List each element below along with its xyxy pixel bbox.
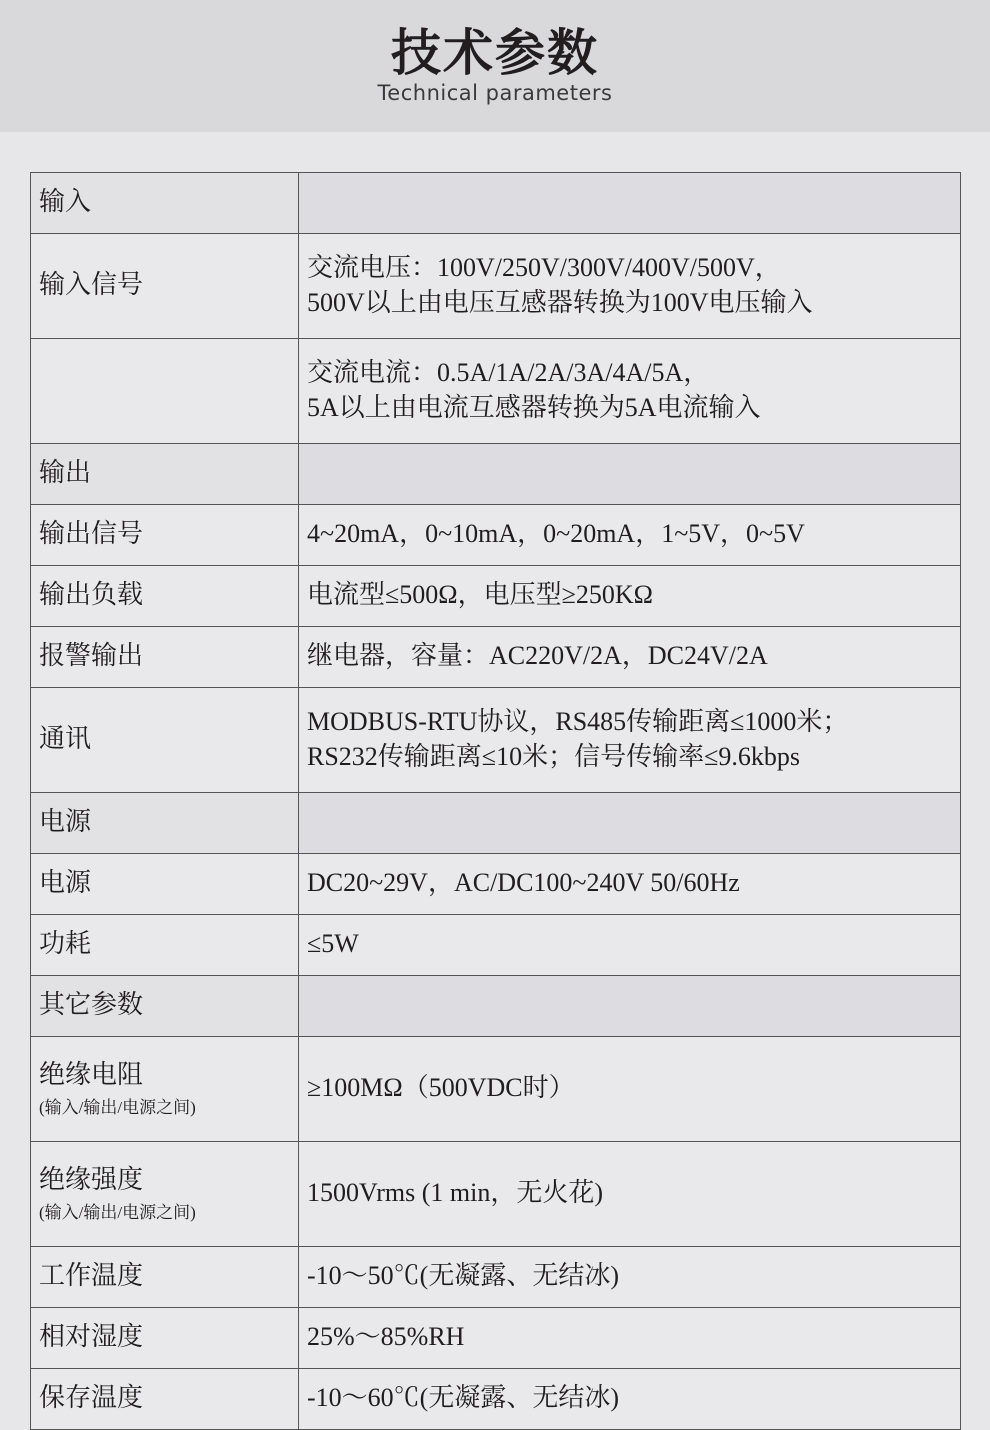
table-row [31, 566, 961, 627]
spec-table-wrapper [0, 132, 990, 1430]
row-label: 输出信号 [31, 505, 299, 566]
table-row [31, 339, 961, 444]
row-label-note: (输入/输出/电源之间) [39, 1097, 196, 1117]
table-row [31, 1369, 961, 1430]
table-row [31, 1308, 961, 1369]
row-value: ≤5W [299, 915, 961, 976]
row-value: -10～60℃(无凝露、无结冰) [299, 1369, 961, 1430]
row-value: -10～50℃(无凝露、无结冰) [299, 1247, 961, 1308]
table-row [31, 1037, 961, 1142]
page-header [0, 0, 990, 132]
row-label: 通讯 [31, 688, 299, 793]
row-value-line: RS232传输距离≤10米；信号传输率≤9.6kbps [307, 742, 800, 771]
row-value [299, 173, 961, 234]
row-value-line: 500V以上由电压互感器转换为100V电压输入 [307, 288, 813, 317]
row-label: 输出负载 [31, 566, 299, 627]
row-value [299, 688, 961, 793]
table-row [31, 444, 961, 505]
table-row [31, 793, 961, 854]
row-label [31, 1037, 299, 1142]
row-label: 保存温度 [31, 1369, 299, 1430]
row-label: 工作温度 [31, 1247, 299, 1308]
row-label: 输入信号 [31, 234, 299, 339]
table-row [31, 173, 961, 234]
row-label: 电源 [31, 854, 299, 915]
row-value-line: MODBUS-RTU协议，RS485传输距离≤1000米； [307, 706, 849, 736]
row-label-note: (输入/输出/电源之间) [39, 1202, 196, 1222]
row-value [299, 793, 961, 854]
row-label-main: 绝缘电阻 [39, 1059, 144, 1089]
table-row [31, 627, 961, 688]
row-value: DC20~29V，AC/DC100~240V 50/60Hz [299, 854, 961, 915]
table-row [31, 505, 961, 566]
row-label [31, 1142, 299, 1247]
row-label: 其它参数 [31, 976, 299, 1037]
table-row [31, 1247, 961, 1308]
page-title: 技术参数 [391, 23, 599, 82]
row-label-main: 绝缘强度 [39, 1164, 144, 1194]
table-row [31, 1142, 961, 1247]
row-label: 报警输出 [31, 627, 299, 688]
row-value: 25%～85%RH [299, 1308, 961, 1369]
table-row [31, 976, 961, 1037]
row-label [31, 339, 299, 444]
page-subtitle: Technical parameters [377, 81, 613, 106]
row-value [299, 976, 961, 1037]
table-row [31, 854, 961, 915]
row-value: ≥100MΩ（500VDC时） [299, 1037, 961, 1142]
row-label: 输入 [31, 173, 299, 234]
row-label: 相对湿度 [31, 1308, 299, 1369]
row-value-line: 交流电流：0.5A/1A/2A/3A/4A/5A， [307, 357, 710, 387]
row-value-line: 5A以上由电流互感器转换为5A电流输入 [307, 393, 761, 422]
row-value: 4~20mA，0~10mA，0~20mA，1~5V，0~5V [299, 505, 961, 566]
row-value [299, 444, 961, 505]
row-value: 1500Vrms (1 min，无火花) [299, 1142, 961, 1247]
row-label: 功耗 [31, 915, 299, 976]
row-value [299, 234, 961, 339]
technical-parameters-table [30, 172, 961, 1430]
row-label: 输出 [31, 444, 299, 505]
row-value [299, 339, 961, 444]
row-label: 电源 [31, 793, 299, 854]
table-row [31, 688, 961, 793]
row-value: 电流型≤500Ω，电压型≥250KΩ [299, 566, 961, 627]
row-value: 继电器，容量：AC220V/2A，DC24V/2A [299, 627, 961, 688]
table-row [31, 234, 961, 339]
row-value-line: 交流电压：100V/250V/300V/400V/500V， [307, 252, 781, 282]
table-row [31, 915, 961, 976]
